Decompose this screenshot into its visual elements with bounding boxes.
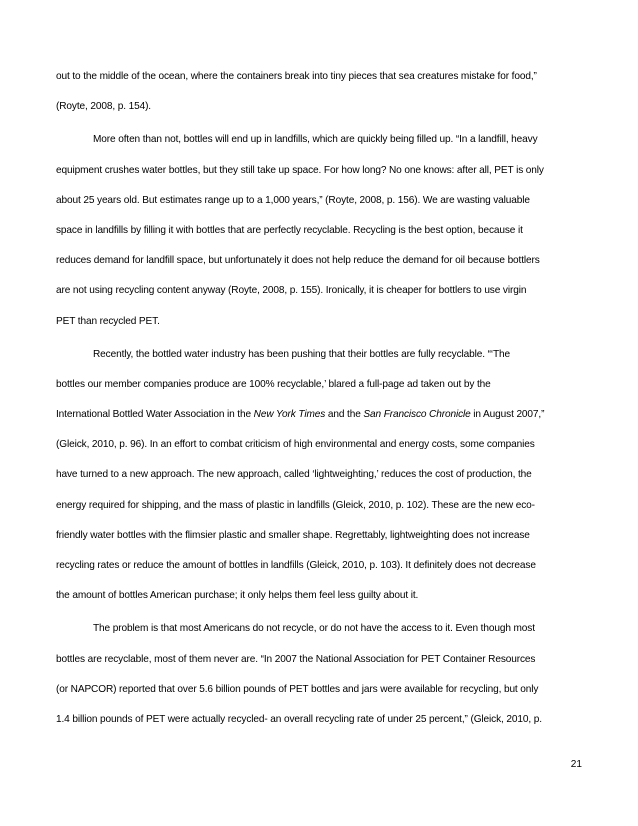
italic-publication-title: San Francisco Chronicle (363, 409, 471, 421)
text-line: The problem is that most Americans do not recycle, or do not have the access to it. Even though most (93, 623, 535, 635)
italic-publication-title: New York Times (253, 409, 326, 421)
text-line: (Royte, 2008, p. 154). (56, 101, 151, 113)
text-line (56, 400, 584, 430)
text-line: bottles our member companies produce are 100% recyclable,’ blared a full-page ad taken out by the (56, 378, 491, 390)
body-text (56, 62, 584, 735)
paragraph-recycling-rates (56, 614, 584, 735)
paragraph-recyclable-claims (56, 340, 584, 612)
text-line: 1.4 billion pounds of PET were actually recycled- an overall recycling rate of under 25 percent,” (Gleick, 2010, p. (56, 713, 542, 725)
text-line: out to the middle of the ocean, where the containers break into tiny pieces that sea creatures mistake for food,” (56, 71, 537, 82)
text-line: bottles are recyclable, most of them never are. “In 2007 the National Association for PET Container Resources (56, 653, 536, 665)
text-line: Recently, the bottled water industry has been pushing that their bottles are fully recyclable. “‘The (93, 348, 511, 360)
text-line: (or NAPCOR) reported that over 5.6 billion pounds of PET bottles and jars were available for recycling, but only (56, 683, 539, 695)
text-line: the amount of bottles American purchase; it only helps them feel less guilty about it. (56, 590, 419, 602)
text-line: friendly water bottles with the flimsier plastic and smaller shape. Regrettably, lightweighting does not increase (56, 529, 530, 541)
text-line: energy required for shipping, and the mass of plastic in landfills (Gleick, 2010, p. 102). These are the new eco- (56, 499, 535, 511)
text-line: equipment crushes water bottles, but they still take up space. For how long? No one knows: after all, PET is only (56, 164, 544, 176)
text-line: More often than not, bottles will end up in landfills, which are quickly being filled up. “In a landfill, heavy (93, 134, 538, 146)
text-run: and the (325, 409, 364, 421)
text-line: PET than recycled PET. (56, 315, 160, 327)
text-line: are not using recycling content anyway (Royte, 2008, p. 155). Ironically, it is cheaper for bottlers to use virgin (56, 285, 527, 297)
paragraph-continuation (56, 62, 584, 122)
text-line: have turned to a new approach. The new approach, called ‘lightweighting,’ reduces the cost of production, the (56, 469, 532, 481)
paragraph-landfills (56, 125, 584, 336)
text-line: reduces demand for landfill space, but unfortunately it does not help reduce the demand for oil because bottlers (56, 255, 540, 267)
page-number: 21 (570, 759, 582, 770)
text-line: (Gleick, 2010, p. 96). In an effort to combat criticism of high environmental and energy costs, some companies (56, 439, 535, 451)
text-line: space in landfills by filling it with bottles that are perfectly recyclable. Recycling is the best option, because it (56, 224, 523, 236)
text-run: in August 2007,” (470, 409, 545, 421)
text-line: recycling rates or reduce the amount of bottles in landfills (Gleick, 2010, p. 103). It definitely does not decrease (56, 560, 536, 571)
text-run: International Bottled Water Association in the (56, 409, 254, 421)
text-line: about 25 years old. But estimates range up to a 1,000 years,” (Royte, 2008, p. 156). We are wasting valuable (56, 194, 530, 206)
